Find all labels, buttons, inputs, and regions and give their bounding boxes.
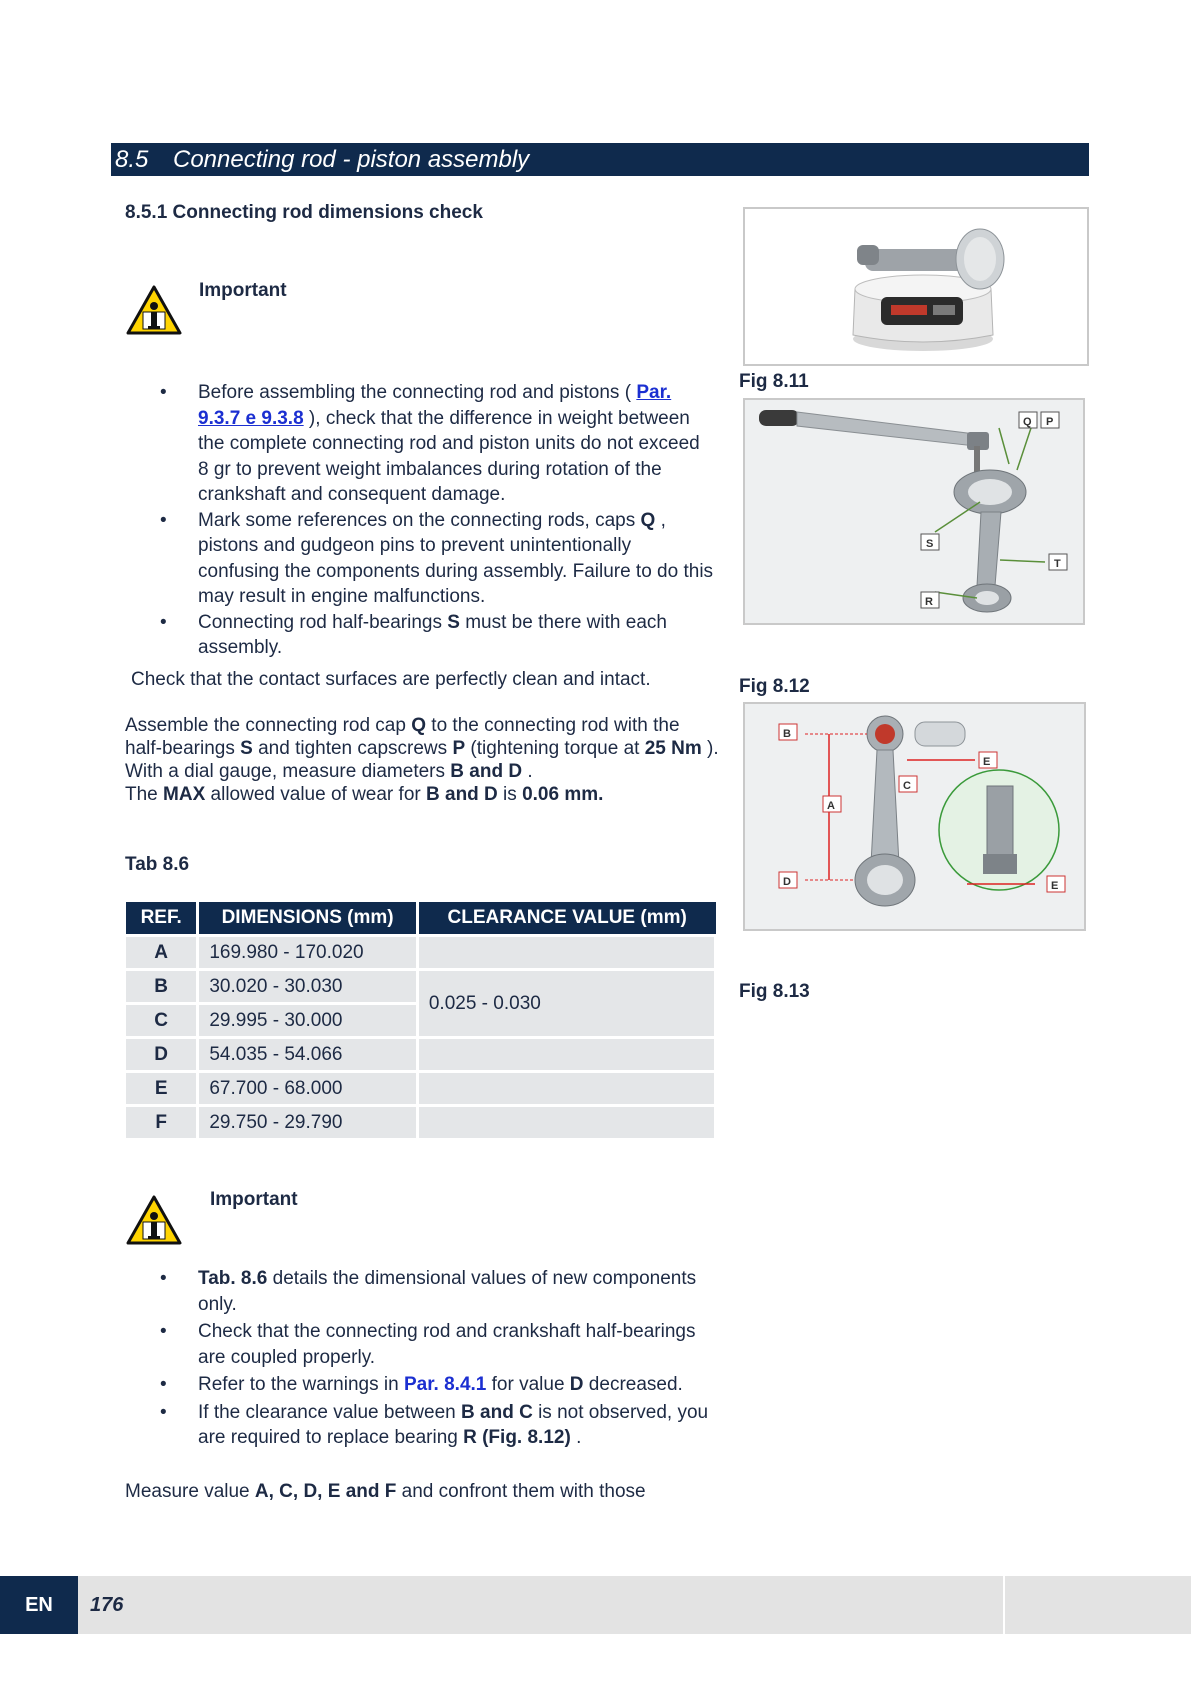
table-header-row [126, 902, 716, 936]
table-row: D 54.035 - 54.066 [126, 1038, 716, 1072]
figure-label-d [779, 872, 797, 888]
figure-label-e [979, 752, 997, 768]
list-item: • If the clearance value between B and C is not observed, you are required to replace bearing R (Fig. 8.12) . [160, 1400, 725, 1451]
figure-label-p [1041, 412, 1059, 428]
header-clearance: CLEARANCE VALUE (mm) [417, 902, 715, 936]
list-item: • Connecting rod half-bearings S must be there with each assembly. [160, 610, 715, 661]
table-caption: Tab 8.6 [125, 854, 190, 875]
check-text: Check that the contact surfaces are perfectly clean and intact. [131, 669, 651, 690]
figure-label-a [823, 796, 841, 812]
important-label: Important [210, 1189, 298, 1210]
par-link[interactable]: Par. 9.3.7 e 9.3.8 [198, 382, 672, 429]
svg-text:R: R [925, 596, 933, 608]
par-link[interactable]: Par. 8.4.1 [403, 1374, 487, 1395]
figure-label-c [899, 776, 917, 792]
header-ref: REF. [126, 902, 198, 936]
important-list [160, 380, 715, 661]
footer-band [0, 1576, 1191, 1634]
figure-label-q [1019, 412, 1037, 428]
svg-text:E: E [1051, 880, 1059, 892]
svg-text:P: P [1046, 416, 1054, 428]
figure-caption: Fig 8.11 [739, 371, 809, 392]
important-list [160, 1266, 725, 1451]
dimensions-table [126, 902, 717, 1141]
figure-8-11 [743, 207, 1089, 366]
torque-wrench-illustration [745, 400, 1083, 623]
section-title-bar [111, 143, 1089, 176]
svg-text:E: E [983, 756, 991, 768]
list-item: • Tab. 8.6 details the dimensional values of new components only. [160, 1266, 725, 1317]
svg-text:T: T [1054, 558, 1061, 570]
section-title: Connecting rod - piston assembly [173, 146, 530, 173]
warning-icon [125, 284, 183, 336]
list-item: • Check that the connecting rod and crankshaft half-bearings are coupled properly. [160, 1319, 725, 1370]
svg-text:D: D [783, 876, 791, 888]
assemble-paragraph: Assemble the connecting rod cap Q to the connecting rod with the half-bearings S and tighten capscrews P (tightening torque at 25 Nm ). With a dial gauge, measure diameters B and D . The MAX allowed value of wear for B and D is 0.06 mm. [125, 715, 719, 805]
svg-text:A: A [827, 800, 835, 812]
figure-label-b [779, 724, 797, 740]
figure-label-s [921, 534, 939, 550]
warning-icon [125, 1194, 183, 1246]
section-number: 8.5 [115, 146, 149, 173]
figure-caption: Fig 8.12 [739, 676, 810, 697]
figure-8-13 [743, 702, 1086, 931]
language-badge: EN [0, 1576, 78, 1634]
important-label: Important [199, 280, 287, 301]
subsection-title: 8.5.1 Connecting rod dimensions check [125, 202, 483, 223]
svg-text:S: S [926, 538, 934, 550]
figure-label-e [1047, 876, 1065, 892]
list-item: • Mark some references on the connecting rods, caps Q , pistons and gudgeon pins to prevent unintentionally confusing the components during assembly. Failure to do this may result in engine malfunctions. [160, 508, 715, 610]
page-number: 176 [90, 1594, 124, 1616]
digital-scale-illustration [745, 209, 1087, 364]
figure-8-12 [743, 398, 1085, 625]
measure-text: Measure value A, C, D, E and F and confront them with those [125, 1481, 646, 1502]
table-row: A 169.980 - 170.020 [126, 936, 716, 970]
header-dimensions: DIMENSIONS (mm) [198, 902, 418, 936]
table-row: F 29.750 - 29.790 [126, 1106, 716, 1140]
table-row: E 67.700 - 68.000 [126, 1072, 716, 1106]
list-item: • Before assembling the connecting rod and pistons ( Par. 9.3.7 e 9.3.8 ), check that the difference in weight between the complete connecting rod and piston units do not exceed 8 gr to prevent weight imbalances during rotation of the crankshaft and consequent damage. [160, 380, 715, 508]
svg-text:Q: Q [1023, 416, 1032, 428]
figure-caption: Fig 8.13 [739, 981, 810, 1002]
clearance-bc: 0.025 - 0.030 [417, 970, 715, 1038]
connecting-rod-diagram [745, 704, 1084, 929]
list-item: • Refer to the warnings in Par. 8.4.1 for value D decreased. [160, 1372, 725, 1398]
table-row: B 30.020 - 30.030 0.025 - 0.030 [126, 970, 716, 1004]
footer-divider [1003, 1576, 1005, 1634]
svg-text:C: C [903, 780, 911, 792]
svg-text:B: B [783, 728, 791, 740]
figure-label-t [1049, 554, 1067, 570]
figure-label-r [921, 592, 939, 608]
table-row: C 29.995 - 30.000 [126, 1004, 716, 1038]
